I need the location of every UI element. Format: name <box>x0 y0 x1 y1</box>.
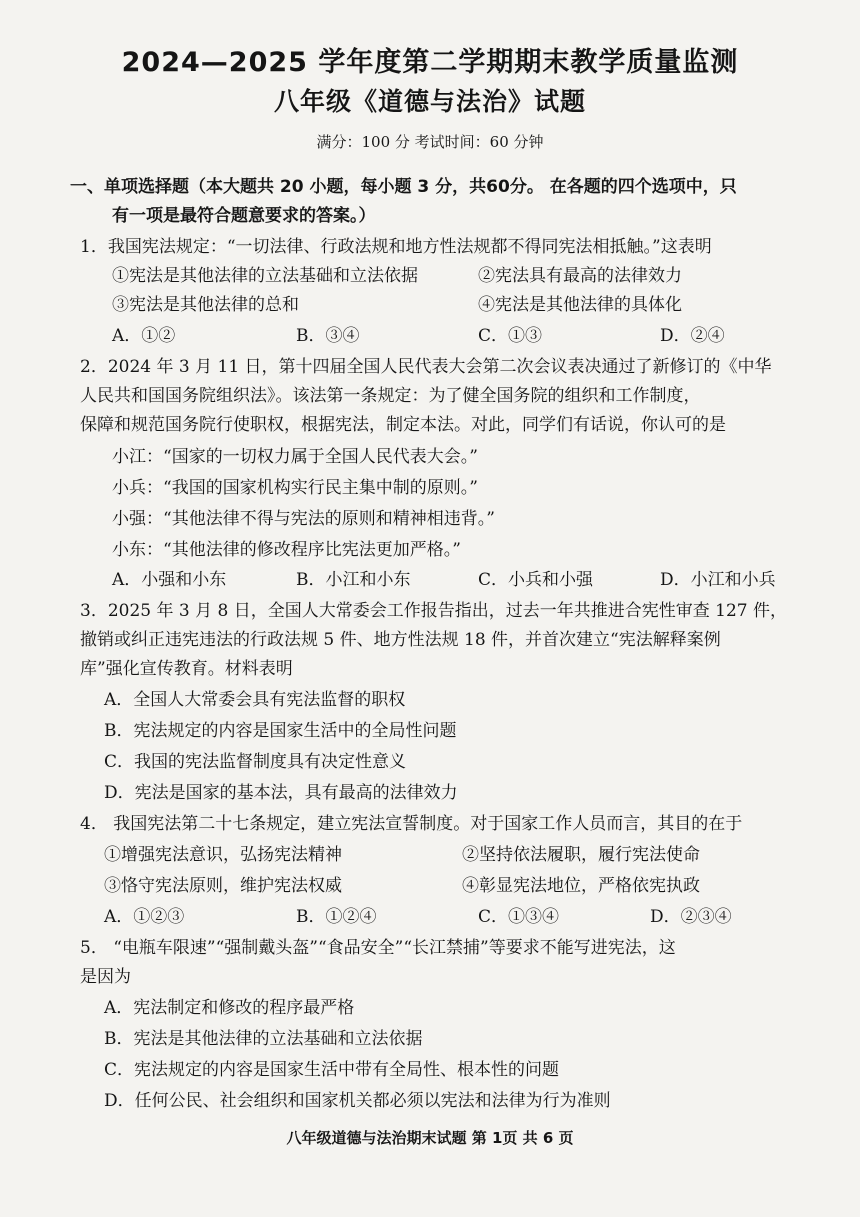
question-4-stem: 4． 我国宪法第二十七条规定，建立宪法宣誓制度。对于国家工作人员而言，其目的在于 <box>80 814 743 834</box>
question-4-item-2: ②坚持依法履职，履行宪法使命 <box>462 845 700 865</box>
question-4-item-1: ①增强宪法意识，弘扬宪法精神 <box>104 845 342 865</box>
question-3-option-b[interactable]: B．宪法规定的内容是国家生活中的全局性问题 <box>104 721 457 741</box>
section-heading-cont: 有一项是最符合题意要求的答案。） <box>112 206 376 226</box>
question-2-item-2: 小兵：“我国的国家机构实行民主集中制的原则。” <box>112 478 478 498</box>
question-1-item-3: ③宪法是其他法律的总和 <box>112 295 299 315</box>
question-5-stem-1: 5． “电瓶车限速”“强制戴头盔”“食品安全”“长江禁捕”等要求不能写进宪法，这 <box>80 938 676 958</box>
question-5-option-d[interactable]: D．任何公民、社会组织和国家机关都必须以宪法和法律为行为准则 <box>104 1091 611 1111</box>
exam-title: 2024—2025 学年度第二学期期末教学质量监测 <box>121 47 739 78</box>
question-5-stem-2: 是因为 <box>80 967 131 987</box>
question-1-item-4: ④宪法是其他法律的具体化 <box>478 295 682 315</box>
question-3-option-c[interactable]: C．我国的宪法监督制度具有决定性意义 <box>104 752 407 772</box>
question-2-stem-1: 2．2024 年 3 月 11 日，第十四届全国人民代表大会第二次会议表决通过了新修订的《中华 <box>80 357 772 377</box>
question-1-stem: 1．我国宪法规定：“一切法律、行政法规和地方性法规都不得同宪法相抵触。”这表明 <box>80 237 712 257</box>
question-4-option-a[interactable]: A．①②③ <box>104 907 185 927</box>
question-4-option-d[interactable]: D．②③④ <box>650 907 732 927</box>
question-1-option-c[interactable]: C．①③ <box>478 326 543 346</box>
page-footer: 八年级道德与法治期末试题 第 1页 共 6 页 <box>286 1129 574 1147</box>
question-1-option-d[interactable]: D．②④ <box>660 326 725 346</box>
question-4-item-4: ④彰显宪法地位，严格依宪执政 <box>462 876 700 896</box>
question-1-option-a[interactable]: A．①② <box>112 326 176 346</box>
question-3-stem-1: 3．2025 年 3 月 8 日，全国人大常委会工作报告指出，过去一年共推进合宪性审查 127 件， <box>80 601 787 621</box>
question-1-option-b[interactable]: B．③④ <box>296 326 360 346</box>
question-3-stem-3: 库”强化宣传教育。材料表明 <box>80 659 293 679</box>
question-2-option-a[interactable]: A．小强和小东 <box>112 570 227 590</box>
question-1-item-2: ②宪法具有最高的法律效力 <box>478 266 682 286</box>
question-2-option-d[interactable]: D．小江和小兵 <box>660 570 776 590</box>
exam-meta: 满分：100 分 考试时间：60 分钟 <box>316 133 544 151</box>
question-2-item-1: 小江：“国家的一切权力属于全国人民代表大会。” <box>112 447 478 467</box>
section-heading: 一、单项选择题（本大题共 20 小题，每小题 3 分，共60分。 在各题的四个选项中，只 <box>70 177 737 197</box>
question-3-stem-2: 撤销或纠正违宪违法的行政法规 5 件、地方性法规 18 件，并首次建立“宪法解释案例 <box>80 630 721 650</box>
question-2-item-3: 小强：“其他法律不得与宪法的原则和精神相违背。” <box>112 509 495 529</box>
question-4-option-c[interactable]: C．①③④ <box>478 907 560 927</box>
question-4-option-b[interactable]: B．①②④ <box>296 907 377 927</box>
question-2-option-c[interactable]: C．小兵和小强 <box>478 570 594 590</box>
question-1-item-1: ①宪法是其他法律的立法基础和立法依据 <box>112 266 418 286</box>
question-5-option-c[interactable]: C．宪法规定的内容是国家生活中带有全局性、根本性的问题 <box>104 1060 560 1080</box>
question-5-option-b[interactable]: B．宪法是其他法律的立法基础和立法依据 <box>104 1029 423 1049</box>
question-2-item-4: 小东：“其他法律的修改程序比宪法更加严格。” <box>112 540 461 560</box>
question-5-option-a[interactable]: A．宪法制定和修改的程序最严格 <box>104 998 355 1018</box>
question-2-option-b[interactable]: B．小江和小东 <box>296 570 411 590</box>
question-2-stem-3: 保障和规范国务院行使职权，根据宪法，制定本法。对此，同学们有话说，你认可的是 <box>80 415 726 435</box>
question-2-stem-2: 人民共和国国务院组织法》。该法第一条规定：为了健全国务院的组织和工作制度， <box>80 386 701 406</box>
question-3-option-d[interactable]: D．宪法是国家的基本法，具有最高的法律效力 <box>104 783 458 803</box>
exam-subtitle: 八年级《道德与法治》试题 <box>273 87 586 116</box>
question-3-option-a[interactable]: A．全国人大常委会具有宪法监督的职权 <box>104 690 406 710</box>
question-4-item-3: ③恪守宪法原则，维护宪法权威 <box>104 876 342 896</box>
